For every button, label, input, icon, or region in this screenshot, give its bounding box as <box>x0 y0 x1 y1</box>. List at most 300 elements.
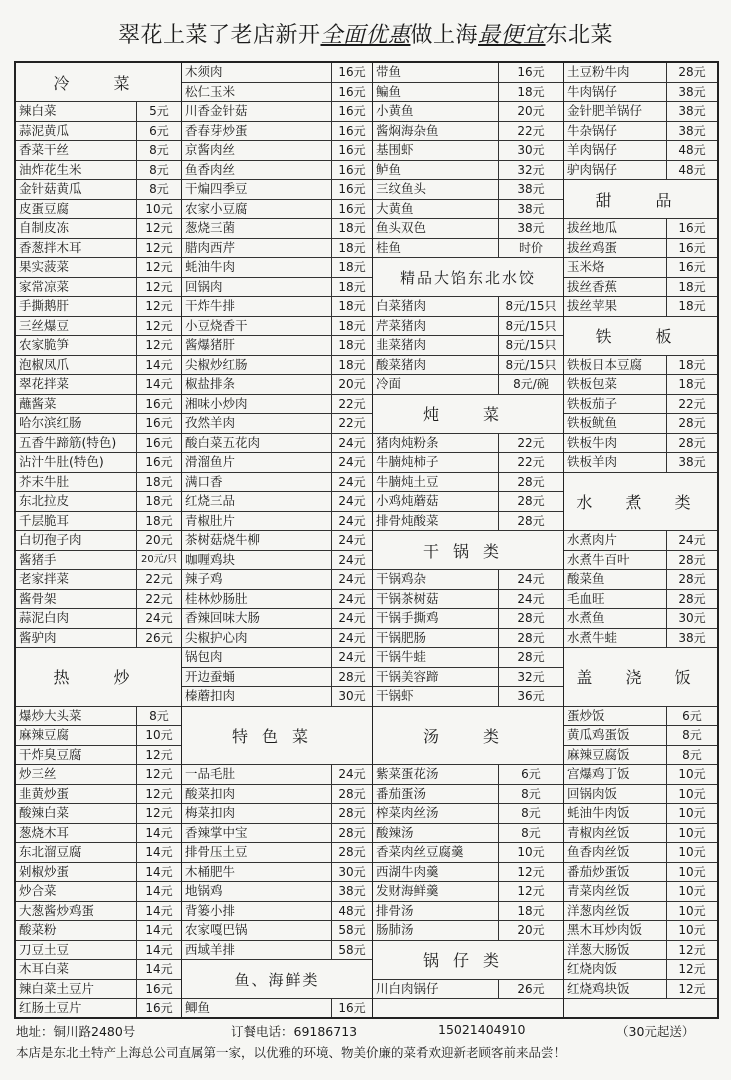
dish-price: 24元 <box>338 435 366 450</box>
menu-item <box>16 843 181 863</box>
dish-name: 红烧三品 <box>182 492 332 511</box>
dish-name: 酸菜猪肉 <box>373 356 499 375</box>
dish-name: 干锅牛蛙 <box>373 648 499 667</box>
dish-price: 10元 <box>145 201 173 216</box>
dish-name: 铁板鱿鱼 <box>564 414 667 433</box>
dish-price: 16元 <box>338 1001 366 1015</box>
menu-item <box>373 161 563 181</box>
section-header: 盖 浇 饭 <box>564 648 717 707</box>
dish-name: 干锅鸡杂 <box>373 570 499 589</box>
dish-price: 8元/15只 <box>505 338 557 352</box>
menu-item <box>16 882 181 902</box>
menu-item <box>564 726 717 746</box>
dish-name: 榨菜肉丝汤 <box>373 804 499 823</box>
dish-name: 木桶肥牛 <box>182 863 332 882</box>
menu-item <box>16 570 181 590</box>
menu-item <box>182 414 372 434</box>
menu-item <box>564 219 717 239</box>
menu-column-4 <box>564 63 717 1017</box>
dish-name: 香葱拌木耳 <box>16 239 137 258</box>
menu-item <box>182 63 372 83</box>
dish-name: 牛杂锅仔 <box>564 122 667 141</box>
dish-name: 番茄炒蛋饭 <box>564 863 667 882</box>
menu-item <box>564 609 717 629</box>
dish-name: 排骨炖酸菜 <box>373 512 499 531</box>
menu-item <box>182 648 372 668</box>
menu-item <box>564 141 717 161</box>
dish-name: 地锅鸡 <box>182 882 332 901</box>
dish-name: 干炸臭豆腐 <box>16 746 137 765</box>
dish-name: 香菜肉丝豆腐羹 <box>373 843 499 862</box>
menu-item <box>16 726 181 746</box>
dish-price: 10元 <box>678 864 706 879</box>
menu-item <box>564 531 717 551</box>
dish-price: 24元 <box>338 474 366 489</box>
dish-price: 8元/15只 <box>505 357 557 372</box>
menu-item <box>373 141 563 161</box>
dish-price: 28元 <box>678 416 706 430</box>
dish-name: 芹菜猪肉 <box>373 317 499 336</box>
menu-item <box>16 141 181 161</box>
menu-item <box>182 492 372 512</box>
menu-item <box>16 980 181 1000</box>
menu-item <box>373 512 563 532</box>
section-header: 特色菜 <box>182 707 372 766</box>
dish-price: 38元 <box>678 84 706 99</box>
dish-price: 18元 <box>517 84 545 99</box>
dish-name: 酱猪手 <box>16 551 137 570</box>
menu-item <box>16 200 181 220</box>
dish-price: 18元 <box>145 494 173 508</box>
dish-name: 白切孢子肉 <box>16 531 137 550</box>
menu-item <box>373 980 563 1000</box>
menu-item <box>373 882 563 902</box>
dish-name: 开边蚕蛹 <box>182 668 332 687</box>
title-part2: 做上海 <box>410 23 478 48</box>
menu-item <box>182 395 372 415</box>
section-header: 冷 菜 <box>16 63 181 102</box>
dish-name: 干锅虾 <box>373 687 499 706</box>
dish-name: 玉米烙 <box>564 258 667 277</box>
dish-price: 14元 <box>145 884 173 898</box>
dish-price: 38元 <box>517 201 545 216</box>
dish-name: 铁板羊肉 <box>564 453 667 472</box>
dish-price: 12元 <box>145 299 173 313</box>
dish-price: 24元 <box>338 552 366 567</box>
dish-price: 16元 <box>678 221 706 235</box>
menu-item <box>373 921 563 941</box>
dish-price: 48元 <box>678 162 706 177</box>
menu-item <box>564 297 717 317</box>
menu-item <box>373 200 563 220</box>
footer-slogan: 本店是东北土特产上海总公司直属第一家，以优雅的环境、物美价廉的菜肴欢迎新老顾客前来品尝！ <box>16 1045 567 1060</box>
section-header: 汤 类 <box>373 707 563 766</box>
menu-item <box>182 122 372 142</box>
menu-item <box>182 297 372 317</box>
dish-name: 拔丝地瓜 <box>564 219 667 238</box>
menu-item <box>16 531 181 551</box>
dish-name: 果实菠菜 <box>16 258 137 277</box>
menu-item <box>373 804 563 824</box>
dish-name: 水煮肉片 <box>564 531 667 550</box>
dish-price: 6元 <box>149 123 169 138</box>
dish-name: 大黄鱼 <box>373 200 499 219</box>
dish-price: 30元 <box>338 864 366 879</box>
menu-item <box>16 765 181 785</box>
dish-name: 芥末牛肚 <box>16 473 137 492</box>
dish-price: 14元 <box>145 903 173 918</box>
menu-item <box>16 161 181 181</box>
menu-item <box>182 882 372 902</box>
dish-price: 8元 <box>521 786 541 801</box>
menu-item <box>16 336 181 356</box>
menu-item <box>564 960 717 980</box>
dish-name: 咖喱鸡块 <box>182 551 332 570</box>
menu-item <box>16 785 181 805</box>
dish-price: 10元 <box>678 767 706 781</box>
dish-name: 川香金针菇 <box>182 102 332 121</box>
menu-item <box>182 180 372 200</box>
dish-name: 牛腩炖土豆 <box>373 473 499 492</box>
dish-name: 手撕鹅肝 <box>16 297 137 316</box>
menu-item <box>564 570 717 590</box>
dish-price: 30元 <box>338 689 366 703</box>
dish-price: 28元 <box>678 435 706 450</box>
dish-name: 鱼香肉丝 <box>182 161 332 180</box>
dish-name: 西湖牛肉羹 <box>373 863 499 882</box>
dish-price: 48元 <box>678 143 706 157</box>
address: 地址：铜川路2480号 <box>16 1024 136 1039</box>
dish-name: 驴肉锅仔 <box>564 161 667 180</box>
dish-name: 韭黄炒蛋 <box>16 785 137 804</box>
dish-name: 羊肉锅仔 <box>564 141 667 160</box>
dish-price: 24元 <box>517 572 545 586</box>
menu-item <box>564 239 717 259</box>
menu-item <box>182 375 372 395</box>
dish-price: 20元 <box>145 533 173 547</box>
menu-item <box>564 882 717 902</box>
menu-column-3 <box>373 63 564 1017</box>
menu-column-1 <box>16 63 182 1017</box>
dish-price: 20元 <box>338 377 366 391</box>
menu-item <box>373 473 563 493</box>
dish-price: 14元 <box>145 864 173 879</box>
menu-item <box>564 921 717 941</box>
dish-name: 松仁玉米 <box>182 83 332 102</box>
menu-item <box>373 843 563 863</box>
dish-price: 24元 <box>338 513 366 528</box>
menu-item <box>182 629 372 649</box>
dish-price: 22元 <box>517 455 545 469</box>
menu-item <box>564 980 717 1000</box>
dish-price: 24元 <box>678 533 706 547</box>
menu-item <box>16 375 181 395</box>
menu-item <box>373 570 563 590</box>
menu-item <box>16 863 181 883</box>
dish-price: 8元/碗 <box>513 377 549 391</box>
dish-name: 酱爆猪肝 <box>182 336 332 355</box>
dish-price: 18元 <box>678 279 706 294</box>
menu-item <box>182 570 372 590</box>
menu-item <box>16 473 181 493</box>
dish-name: 川白肉锅仔 <box>373 980 499 999</box>
dish-name: 尖椒炒红肠 <box>182 356 332 375</box>
dish-price: 18元 <box>517 903 545 918</box>
menu-item <box>564 453 717 473</box>
dish-name: 桂林炒肠肚 <box>182 590 332 609</box>
menu-item <box>564 434 717 454</box>
dish-name: 带鱼 <box>373 63 499 82</box>
dish-price: 5元 <box>149 104 169 118</box>
dish-price: 58元 <box>338 942 366 957</box>
dish-price: 28元 <box>517 513 545 528</box>
dish-name: 香菜干丝 <box>16 141 137 160</box>
dish-name: 五香牛蹄筋(特色) <box>16 434 137 453</box>
dish-name: 香春芽炒蛋 <box>182 122 332 141</box>
dish-price: 10元 <box>678 786 706 801</box>
menu-item <box>564 590 717 610</box>
menu-item <box>373 102 563 122</box>
menu-item <box>16 804 181 824</box>
dish-name: 黑木耳炒肉饭 <box>564 921 667 940</box>
dish-price: 18元 <box>338 318 366 333</box>
dish-name: 大葱酱炒鸡蛋 <box>16 902 137 921</box>
dish-name: 酱焖海杂鱼 <box>373 122 499 141</box>
menu-item <box>182 687 372 707</box>
dish-name: 皮蛋豆腐 <box>16 200 137 219</box>
menu-item <box>16 746 181 766</box>
menu-item <box>182 161 372 181</box>
dish-price: 16元 <box>145 416 173 430</box>
menu-item <box>373 609 563 629</box>
dish-price: 24元 <box>517 591 545 606</box>
dish-price: 28元 <box>338 806 366 820</box>
dish-price: 16元 <box>678 260 706 274</box>
dish-price: 28元 <box>678 572 706 586</box>
dish-name: 白菜猪肉 <box>373 297 499 316</box>
menu-item <box>564 375 717 395</box>
dish-price: 28元 <box>338 669 366 684</box>
dish-name: 炒三丝 <box>16 765 137 784</box>
dish-price: 24元 <box>338 533 366 547</box>
dish-name: 铁板包菜 <box>564 375 667 394</box>
dish-price: 22元 <box>145 591 173 606</box>
dish-name: 蚝油牛肉饭 <box>564 804 667 823</box>
menu-item <box>373 668 563 688</box>
dish-price: 18元 <box>145 513 173 528</box>
dish-price: 14元 <box>145 845 173 859</box>
dish-price: 26元 <box>145 630 173 645</box>
dish-price: 24元 <box>338 630 366 645</box>
menu-item <box>182 863 372 883</box>
menu-item <box>564 83 717 103</box>
menu-item <box>564 707 717 727</box>
dish-price: 28元 <box>678 65 706 79</box>
menu-item <box>373 687 563 707</box>
dish-name: 冷面 <box>373 375 499 394</box>
menu-item <box>182 434 372 454</box>
dish-price: 18元 <box>678 357 706 372</box>
dish-name: 滑溜鱼片 <box>182 453 332 472</box>
dish-name: 鱼头双色 <box>373 219 499 238</box>
dish-price: 14元 <box>145 825 173 840</box>
dish-price: 8元/15只 <box>505 318 557 333</box>
dish-name: 金针菇黄瓜 <box>16 180 137 199</box>
menu-item <box>182 609 372 629</box>
dish-price: 16元 <box>145 1001 173 1015</box>
dish-name: 基围虾 <box>373 141 499 160</box>
dish-name: 茶树菇烧牛柳 <box>182 531 332 550</box>
menu-item <box>182 941 372 961</box>
dish-name: 发财海鲜羹 <box>373 882 499 901</box>
menu-item <box>16 414 181 434</box>
dish-name: 铁板茄子 <box>564 395 667 414</box>
menu-item <box>182 356 372 376</box>
dish-name: 干锅茶树菇 <box>373 590 499 609</box>
dish-name: 番茄蛋汤 <box>373 785 499 804</box>
dish-name: 鲫鱼 <box>182 999 332 1017</box>
menu-item <box>373 219 563 239</box>
dish-price: 24元 <box>338 455 366 469</box>
dish-name: 蛋炒饭 <box>564 707 667 726</box>
dish-name: 青菜肉丝饭 <box>564 882 667 901</box>
dish-price: 12元 <box>145 767 173 781</box>
dish-price: 10元 <box>678 903 706 918</box>
menu-item <box>564 551 717 571</box>
menu-item <box>16 629 181 649</box>
dish-price: 10元 <box>678 825 706 840</box>
dish-name: 葱烧木耳 <box>16 824 137 843</box>
dish-price: 22元 <box>678 396 706 411</box>
dish-name: 背篓小排 <box>182 902 332 921</box>
dish-price: 8元 <box>149 182 169 196</box>
dish-name: 紫菜蛋花汤 <box>373 765 499 784</box>
dish-price: 24元 <box>145 611 173 625</box>
dish-name: 东北溜豆腐 <box>16 843 137 862</box>
menu-grid <box>14 61 719 1019</box>
dish-name: 红肠土豆片 <box>16 999 137 1017</box>
dish-price: 32元 <box>517 669 545 684</box>
menu-item <box>182 902 372 922</box>
dish-price: 18元 <box>338 338 366 352</box>
menu-item <box>564 414 717 434</box>
dish-name: 锅包肉 <box>182 648 332 667</box>
dish-name: 洋葱大肠饭 <box>564 941 667 960</box>
menu-item <box>373 375 563 395</box>
dish-name: 蘸酱菜 <box>16 395 137 414</box>
dish-name: 鲈鱼 <box>373 161 499 180</box>
dish-name: 榛蘑扣肉 <box>182 687 332 706</box>
dish-name: 韭菜猪肉 <box>373 336 499 355</box>
menu-item <box>16 258 181 278</box>
menu-item <box>182 785 372 805</box>
menu-item <box>16 239 181 259</box>
dish-name: 腊肉西芹 <box>182 239 332 258</box>
dish-price: 8元 <box>521 806 541 820</box>
dish-price: 36元 <box>517 689 545 703</box>
dish-price: 38元 <box>678 630 706 645</box>
dish-name: 小豆烧香干 <box>182 317 332 336</box>
menu-item <box>182 317 372 337</box>
dish-price: 12元 <box>145 338 173 352</box>
menu-item <box>182 999 372 1017</box>
menu-item <box>373 492 563 512</box>
dish-price: 18元 <box>338 357 366 372</box>
dish-price: 8元 <box>149 143 169 157</box>
dish-name: 鱼香肉丝饭 <box>564 843 667 862</box>
menu-item <box>373 785 563 805</box>
menu-item <box>16 707 181 727</box>
dish-name: 毛血旺 <box>564 590 667 609</box>
menu-item <box>373 83 563 103</box>
menu-item <box>564 804 717 824</box>
minimum-order: （30元起送） <box>616 1024 695 1039</box>
menu-item <box>16 512 181 532</box>
dish-price: 6元 <box>521 767 541 781</box>
dish-name: 香辣回味大肠 <box>182 609 332 628</box>
menu-item <box>182 219 372 239</box>
dish-price: 16元 <box>145 981 173 996</box>
dish-price: 16元 <box>145 396 173 411</box>
title-part3: 东北菜 <box>545 23 614 48</box>
menu-item <box>182 551 372 571</box>
menu-item <box>182 141 372 161</box>
dish-price: 18元 <box>678 299 706 313</box>
dish-name: 猪肉炖粉条 <box>373 434 499 453</box>
dish-name: 水煮牛百叶 <box>564 551 667 570</box>
menu-item <box>182 473 372 493</box>
dish-price: 28元 <box>517 650 545 664</box>
dish-name: 三纹鱼头 <box>373 180 499 199</box>
dish-name: 回锅肉饭 <box>564 785 667 804</box>
dish-price: 8元 <box>149 162 169 177</box>
dish-price: 14元 <box>145 962 173 976</box>
dish-price: 48元 <box>338 903 366 918</box>
dish-price: 18元 <box>338 221 366 235</box>
dish-price: 10元 <box>678 845 706 859</box>
dish-name: 农家脆笋 <box>16 336 137 355</box>
menu-item <box>373 180 563 200</box>
menu-item <box>16 317 181 337</box>
dish-price: 12元 <box>145 240 173 255</box>
dish-name: 麻辣豆腐 <box>16 726 137 745</box>
dish-name: 青椒肚片 <box>182 512 332 531</box>
dish-price: 10元 <box>517 845 545 859</box>
menu-item <box>373 434 563 454</box>
dish-name: 干锅手撕鸡 <box>373 609 499 628</box>
dish-name: 拔丝鸡蛋 <box>564 239 667 258</box>
menu-item <box>16 219 181 239</box>
section-header: 水 煮 类 <box>564 473 717 532</box>
section-header: 精品大馅东北水饺 <box>373 258 563 297</box>
dish-price: 12元 <box>145 279 173 294</box>
dish-price: 58元 <box>338 923 366 937</box>
menu-item <box>182 921 372 941</box>
dish-price: 28元 <box>517 611 545 625</box>
title-emphasis-1: 全面优惠 <box>320 23 411 48</box>
menu-item <box>373 902 563 922</box>
dish-price: 8元 <box>149 708 169 723</box>
menu-item <box>182 824 372 844</box>
dish-price: 16元 <box>338 104 366 118</box>
dish-price: 6元 <box>682 708 702 723</box>
dish-price: 24元 <box>338 650 366 664</box>
dish-price: 28元 <box>517 494 545 508</box>
dish-name: 剁椒炒蛋 <box>16 863 137 882</box>
dish-name: 蒜泥白肉 <box>16 609 137 628</box>
section-header: 铁 板 <box>564 317 717 356</box>
menu-item <box>182 531 372 551</box>
